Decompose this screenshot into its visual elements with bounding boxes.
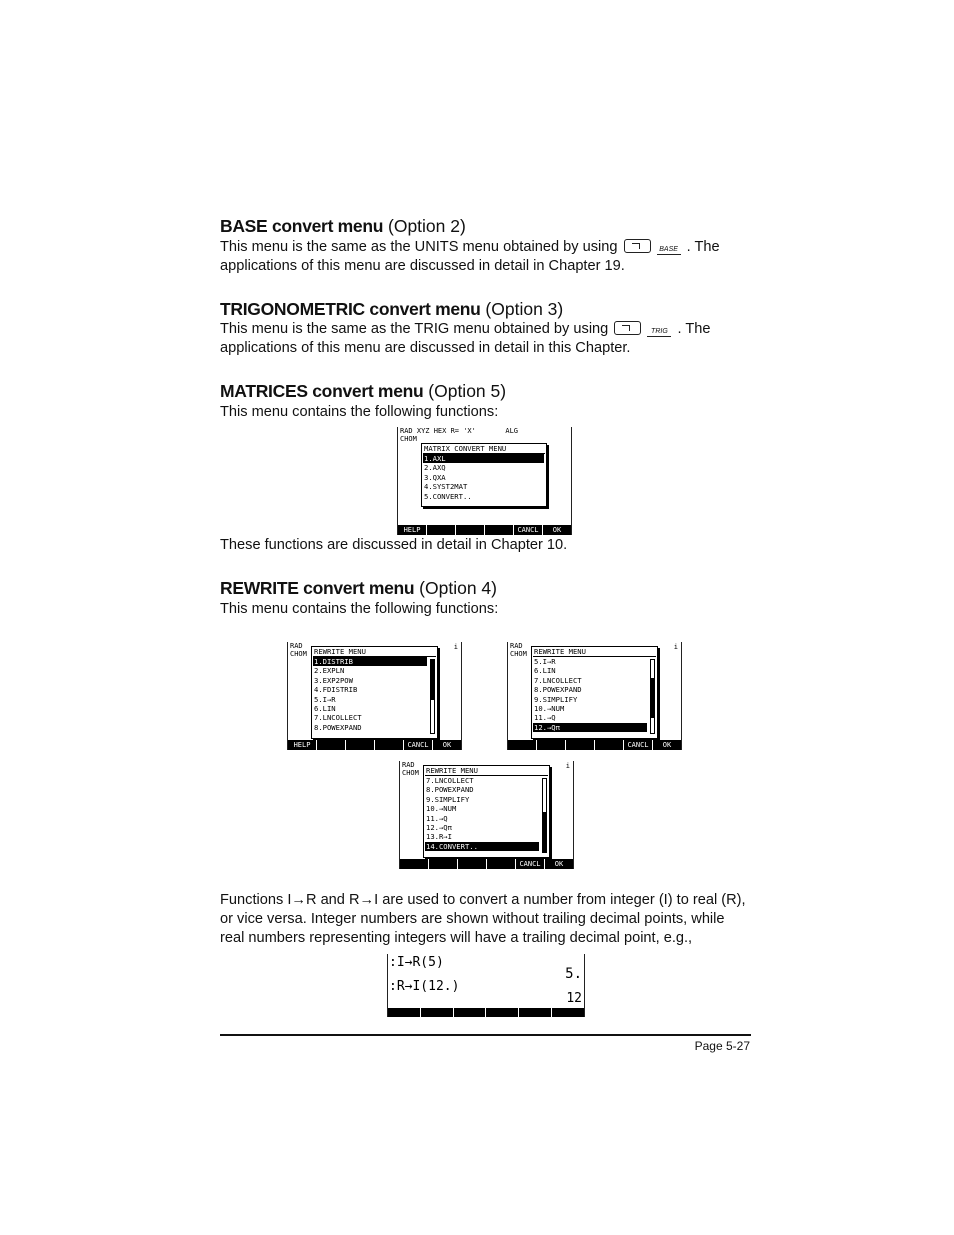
softkey-cancel[interactable]: CANCL (404, 740, 433, 750)
heading-rewrite-option: (Option 4) (414, 578, 497, 598)
heading-matrices (220, 381, 506, 401)
softkey-2[interactable] (421, 1008, 454, 1017)
rewrite-screenshot-2 (507, 642, 682, 750)
softkey-3[interactable] (454, 1008, 487, 1017)
status-bar (290, 643, 307, 658)
softkey-bar (288, 740, 461, 750)
heading-base (220, 216, 466, 236)
status-line-2: CHOM (402, 768, 419, 777)
menu-item-11[interactable]: 11.→Q (426, 813, 448, 823)
matrices-intro: This menu contains the following functions: (220, 404, 499, 420)
softkey-blank-2[interactable] (458, 859, 487, 869)
softkey-bar (508, 740, 681, 750)
functions-para-line-2: or vice versa. Integer numbers are shown without trailing decimal points, while (220, 911, 725, 927)
heading-trig (220, 299, 563, 319)
softkey-help[interactable]: HELP (398, 525, 427, 535)
softkey-cancel[interactable]: CANCL (516, 859, 545, 869)
menu-item-1[interactable]: 1.DISTRIB (313, 657, 427, 666)
rewrite-screenshot-3 (399, 761, 574, 869)
softkey-blank-3[interactable] (375, 740, 404, 750)
functions-para-line-1: Functions I→R and R→I are used to convert a number from integer (I) to real (R), (220, 892, 746, 908)
base-line-1 (220, 238, 720, 257)
softkey-blank-0[interactable] (400, 859, 429, 869)
softkey-blank-0[interactable] (508, 740, 537, 750)
history-result-2: 12 (566, 991, 582, 1006)
menu-item-8[interactable]: 8.POWEXPAND (314, 722, 362, 732)
menu-scrollbar[interactable] (650, 659, 655, 734)
menu-item-10[interactable]: 10.→NUM (534, 704, 565, 713)
softkey-help[interactable]: HELP (288, 740, 317, 750)
base-line-2: applications of this menu are discussed in detail in Chapter 19. (220, 258, 625, 274)
status-bar (510, 643, 527, 658)
status-line-2: CHOM (290, 649, 307, 658)
softkey-blank-1[interactable] (537, 740, 566, 750)
menu-item-4[interactable]: 4.SYST2MAT (424, 482, 468, 492)
scrollbar-thumb[interactable] (431, 660, 434, 700)
menu-item-3[interactable]: 3.QXA (424, 472, 446, 482)
heading-rewrite-bold: REWRITE convert menu (220, 578, 415, 598)
status-line-2: CHOM (400, 434, 417, 443)
menu-scrollbar[interactable] (542, 778, 547, 853)
menu-item-6[interactable]: 6.LIN (314, 704, 336, 713)
menu-item-8[interactable]: 8.POWEXPAND (534, 685, 582, 695)
matrices-after: These functions are discussed in detail in Chapter 10. (220, 537, 568, 553)
status-line-2: CHOM (510, 649, 527, 658)
rewrite-menu-box (531, 646, 658, 739)
menu-item-2[interactable]: 2.EXPLN (314, 666, 345, 676)
history-line-2: :R→I(12.) (389, 979, 460, 994)
info-icon: i (673, 643, 678, 651)
matrix-menu-box (421, 443, 547, 507)
menu-item-9[interactable]: 9.SIMPLIFY (426, 794, 470, 804)
softkey-blank-2[interactable] (456, 525, 485, 535)
heading-trig-bold: TRIGONOMETRIC convert menu (220, 299, 481, 319)
scrollbar-thumb[interactable] (543, 812, 546, 852)
menu-title: REWRITE MENU (425, 766, 548, 776)
softkey-6[interactable] (552, 1008, 584, 1017)
base-line-1-text: This menu is the same as the UNITS menu obtained by using (220, 239, 618, 255)
matrix-convert-screenshot (397, 427, 572, 535)
heading-trig-option: (Option 3) (480, 299, 564, 319)
info-icon: i (565, 762, 570, 770)
trig-line-1-end: . The (677, 321, 711, 337)
softkey-blank-1[interactable] (429, 859, 458, 869)
menu-title: MATRIX CONVERT MENU (423, 444, 545, 454)
menu-item-11[interactable]: 11.→Q (534, 713, 556, 723)
menu-title: REWRITE MENU (533, 647, 656, 657)
status-bar (402, 762, 419, 777)
menu-item-5[interactable]: 5.I→R (534, 657, 556, 666)
base-softkey-label: BASE (657, 245, 681, 255)
right-shift-key-icon (624, 239, 651, 253)
softkey-1[interactable] (388, 1008, 421, 1017)
trig-softkey-label: TRIG (647, 327, 671, 337)
menu-item-3[interactable]: 3.EXP2POW (314, 675, 353, 685)
trig-line-2: applications of this menu are discussed in detail in this Chapter. (220, 340, 631, 356)
softkey-ok[interactable]: OK (552, 526, 562, 534)
rewrite-intro: This menu contains the following functions: (220, 601, 499, 617)
heading-matrices-option: (Option 5) (423, 381, 507, 401)
softkey-cancel[interactable]: CANCL (514, 525, 543, 535)
menu-item-1[interactable]: 1.AXL (423, 454, 544, 463)
softkey-blank-1[interactable] (317, 740, 346, 750)
menu-item-12[interactable]: 12.→Qπ (426, 823, 452, 832)
info-icon: i (453, 643, 458, 651)
rewrite-menu-box (311, 646, 438, 739)
softkey-4[interactable] (486, 1008, 519, 1017)
menu-item-6[interactable]: 6.LIN (534, 666, 556, 676)
menu-item-5[interactable]: 5.CONVERT.. (424, 491, 472, 501)
softkey-blank-2[interactable] (566, 740, 595, 750)
softkey-blank-2[interactable] (346, 740, 375, 750)
menu-item-5[interactable]: 5.I→R (314, 694, 336, 704)
menu-item-8[interactable]: 8.POWEXPAND (426, 785, 474, 795)
right-shift-key-icon (614, 321, 641, 335)
scrollbar-thumb[interactable] (651, 678, 654, 718)
heading-base-option: (Option 2) (383, 216, 466, 236)
status-line-1: RAD XYZ HEX R= 'X' ALG (400, 427, 519, 435)
history-result-1: 5. (565, 966, 582, 982)
ir-conversion-screenshot (387, 954, 585, 1017)
menu-item-10[interactable]: 10.→NUM (426, 804, 457, 814)
menu-scrollbar[interactable] (430, 659, 435, 734)
status-bar (400, 428, 518, 443)
status-line-1: RAD (510, 642, 523, 650)
softkey-blank-3[interactable] (487, 859, 516, 869)
menu-item-13[interactable]: 13.R→I (426, 832, 452, 842)
history-line-1: :I→R(5) (389, 955, 444, 970)
softkey-blank-3[interactable] (595, 740, 624, 750)
page-number: Page 5-27 (694, 1039, 750, 1053)
rewrite-screenshot-1 (287, 642, 462, 750)
softkey-ok[interactable]: OK (442, 741, 452, 749)
menu-item-4[interactable]: 4.FDISTRIB (314, 685, 358, 695)
softkey-ok[interactable]: OK (554, 860, 564, 868)
base-line-1-end: . The (686, 239, 720, 255)
footer-rule (220, 1034, 751, 1036)
menu-item-9[interactable]: 9.SIMPLIFY (534, 694, 578, 704)
heading-rewrite (220, 578, 497, 598)
rewrite-menu-box (423, 765, 550, 858)
softkey-5[interactable] (519, 1008, 552, 1017)
heading-base-bold: BASE convert menu (220, 216, 384, 236)
menu-item-12[interactable]: 12.→Qπ (533, 723, 647, 732)
menu-item-7[interactable]: 7.LNCOLLECT (426, 776, 474, 785)
status-line-1: RAD (290, 642, 303, 650)
menu-item-14[interactable]: 14.CONVERT.. (425, 842, 539, 851)
menu-title: REWRITE MENU (313, 647, 436, 657)
menu-item-2[interactable]: 2.AXQ (424, 463, 446, 473)
menu-item-7[interactable]: 7.LNCOLLECT (534, 675, 582, 685)
menu-item-7[interactable]: 7.LNCOLLECT (314, 713, 362, 723)
heading-matrices-bold: MATRICES convert menu (220, 381, 424, 401)
softkey-blank-1[interactable] (427, 525, 456, 535)
softkey-bar (400, 859, 573, 869)
softkey-blank-3[interactable] (485, 525, 514, 535)
softkey-ok[interactable]: OK (662, 741, 672, 749)
softkey-bar (398, 525, 571, 535)
softkey-cancel[interactable]: CANCL (624, 740, 653, 750)
trig-line-1 (220, 320, 710, 339)
trig-line-1-text: This menu is the same as the TRIG menu obtained by using (220, 321, 609, 337)
functions-para-line-3: real numbers representing integers will have a trailing decimal point, e.g., (220, 930, 693, 946)
status-line-1: RAD (402, 761, 415, 769)
softkey-bar (388, 1008, 584, 1017)
